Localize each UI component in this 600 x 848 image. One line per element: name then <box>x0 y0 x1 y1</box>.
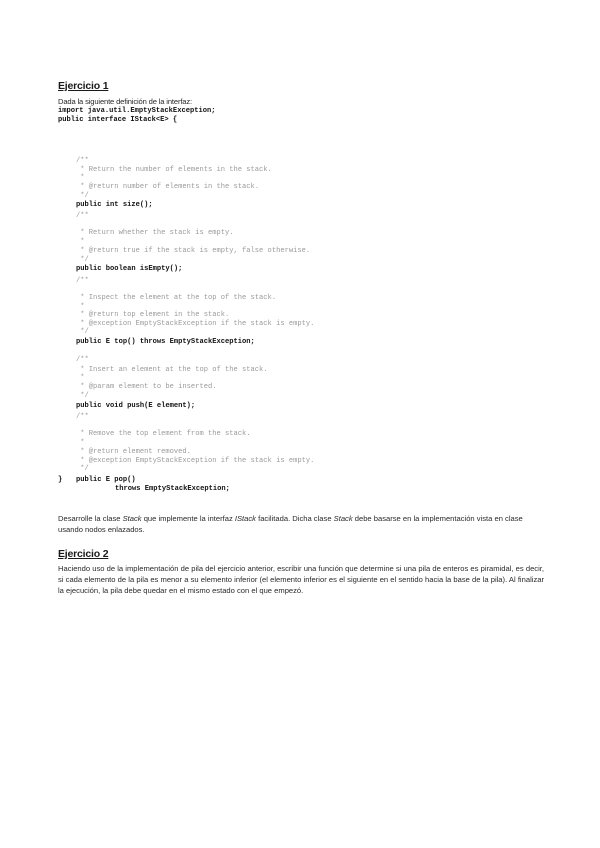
ejercicio-1-task: Desarrolle la clase Stack que implemente la interfaz IStack facilitada. Dicha clase Stack debe basarse en la implementación vista en clase usando nodos enlazados. <box>58 514 523 534</box>
code-pop-signature: public E pop() <box>76 476 136 484</box>
code-comment-line: /** <box>76 413 89 421</box>
ejercicio-2-text: Haciendo uso de la implementación de pila del ejercicio anterior, escribir una función que determine si una pila de enteros es piramidal, es decir, si cada elemento de la pila es menor a su elemento inferior (el elemento inferior es el siguiente en el sentido hacia la base de la pila). Al finalizar la ejecución, la pila debe quedar en el mismo estado con el que empezó. <box>58 564 544 595</box>
code-top-signature: public E top() throws EmptyStackException; <box>76 338 255 346</box>
code-comment-line: * <box>76 439 85 447</box>
ejercicio-1-title: Ejercicio 1 <box>58 80 109 92</box>
code-comment-line: * @param element to be inserted. <box>76 383 217 391</box>
code-comment-line: /** <box>76 212 89 220</box>
code-push-signature: public void push(E element); <box>76 402 196 410</box>
code-comment-line: * @exception EmptyStackException if the stack is empty. <box>76 320 315 328</box>
code-comment-line: /** <box>76 356 89 364</box>
code-comment-line: * Return the number of elements in the stack. <box>76 166 272 174</box>
code-comment-line: */ <box>76 256 89 264</box>
class-name-stack: Stack <box>333 514 353 523</box>
code-isempty-signature: public boolean isEmpty(); <box>76 265 183 273</box>
class-name-stack: Stack <box>122 514 142 523</box>
code-comment-line: * <box>76 238 85 246</box>
code-comment-line: * @return true if the stack is empty, false otherwise. <box>76 247 311 255</box>
code-pop-throws: throws EmptyStackException; <box>115 485 230 493</box>
code-comment-line: * @return number of elements in the stack. <box>76 183 260 191</box>
code-comment-line: /** <box>76 277 89 285</box>
code-interface-line: public interface IStack<E> { <box>58 116 178 124</box>
ejercicio-2-title: Ejercicio 2 <box>58 548 109 560</box>
code-comment-line: * Insert an element at the top of the stack. <box>76 366 268 374</box>
code-comment-line: * <box>76 303 85 311</box>
code-import-line: import java.util.EmptyStackException; <box>58 107 216 115</box>
code-comment-line: * Return whether the stack is empty. <box>76 229 234 237</box>
code-comment-line: /** <box>76 157 89 165</box>
code-closing-brace: } <box>58 476 63 484</box>
code-comment-line: * Inspect the element at the top of the stack. <box>76 294 277 302</box>
code-comment-line: */ <box>76 328 89 336</box>
code-comment-line: * Remove the top element from the stack. <box>76 430 251 438</box>
code-comment-line: */ <box>76 392 89 400</box>
code-size-signature: public int size(); <box>76 201 153 209</box>
code-comment-line: */ <box>76 465 89 473</box>
code-comment-line: * <box>76 174 85 182</box>
code-comment-line: * <box>76 374 85 382</box>
code-comment-line: */ <box>76 192 89 200</box>
code-comment-line: * @return element removed. <box>76 448 191 456</box>
code-comment-line: * @return top element in the stack. <box>76 311 230 319</box>
interface-name-istack: IStack <box>234 514 256 523</box>
ejercicio-1-intro: Dada la siguiente definición de la interfaz: <box>58 97 192 106</box>
code-comment-line: * @exception EmptyStackException if the stack is empty. <box>76 457 315 465</box>
